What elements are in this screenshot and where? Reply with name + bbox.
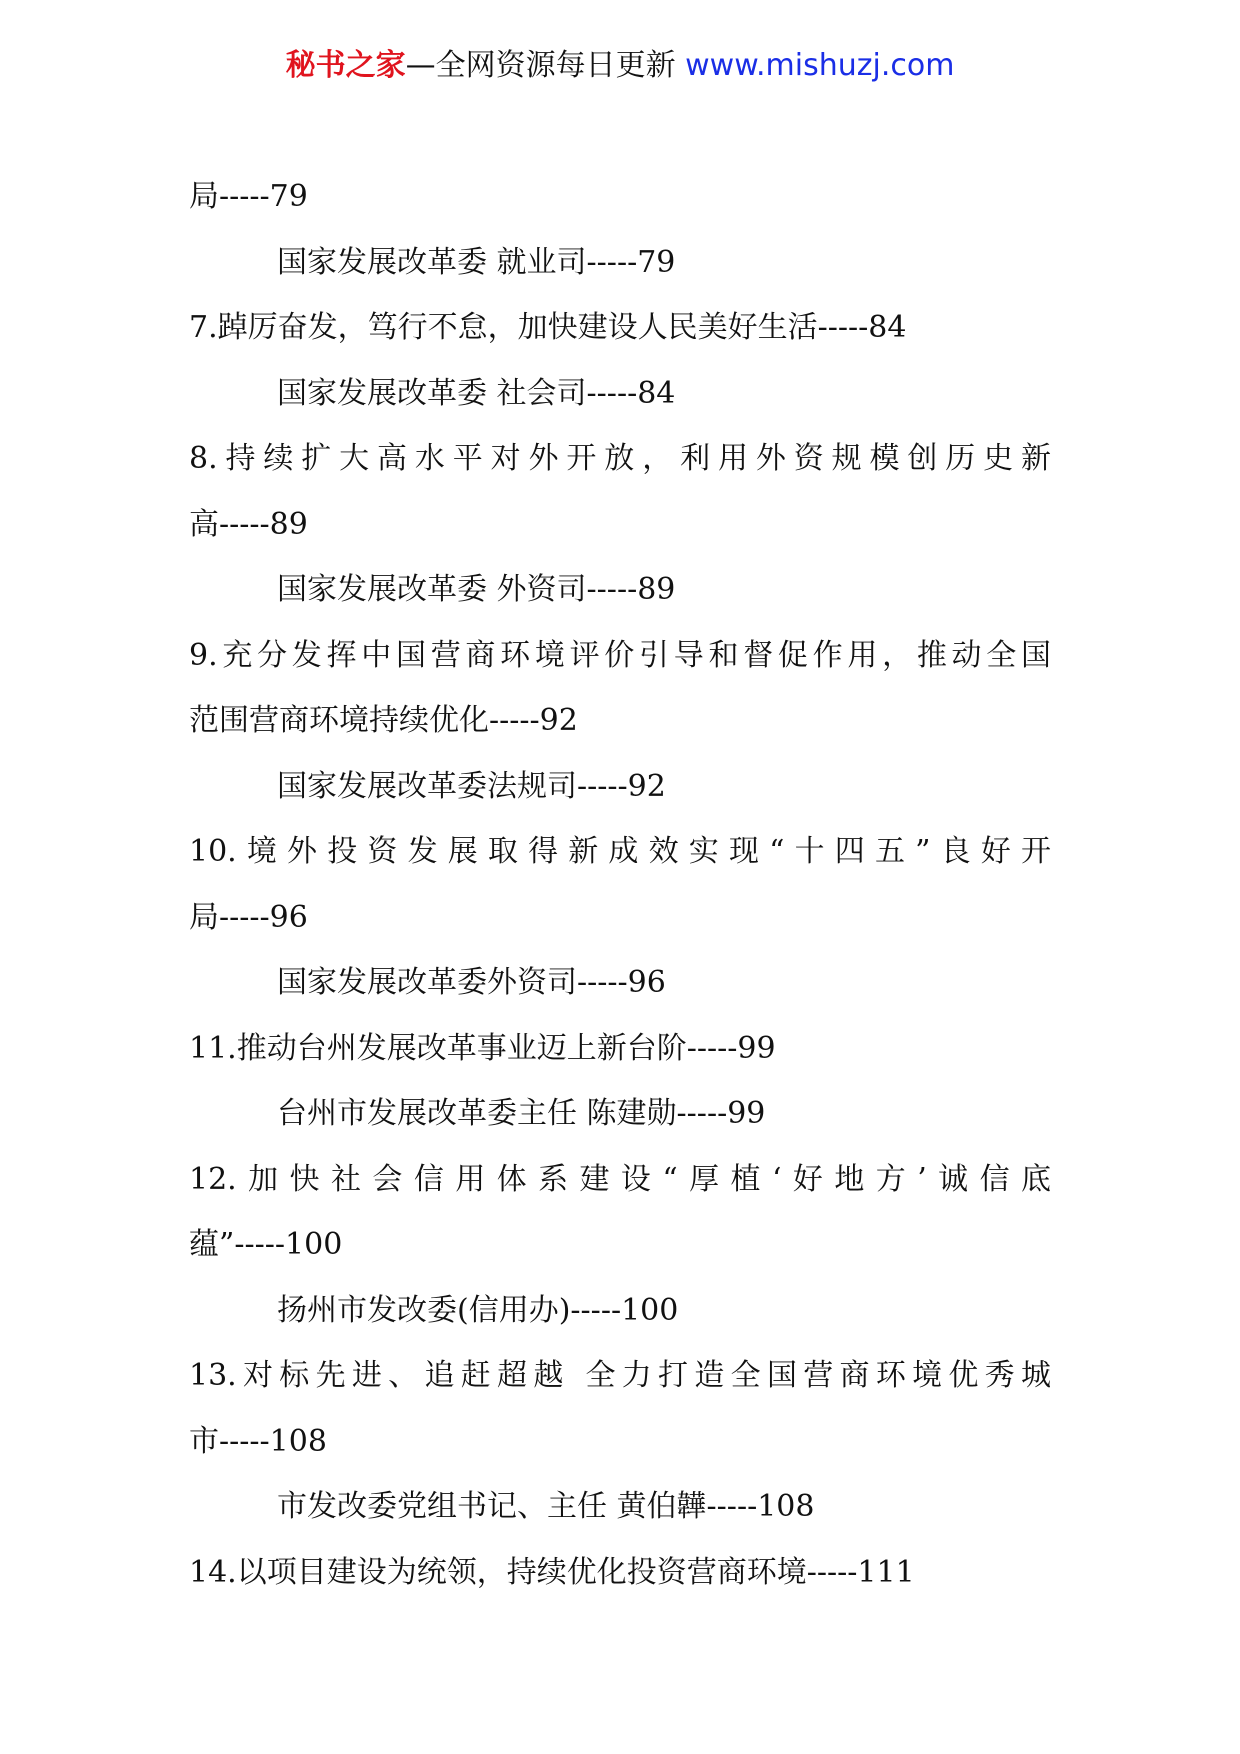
site-tagline: —全网资源每日更新 [405, 48, 686, 83]
toc-source-line: 国家发展改革委外资司-----96 [277, 965, 666, 1000]
toc-line: 高-----89 [189, 506, 308, 542]
toc-entry-14[interactable]: 14.以项目建设为统领，持续优化投资营商环境-----111 [189, 1554, 915, 1590]
toc-source-line: 扬州市发改委(信用办)-----100 [277, 1292, 679, 1328]
toc-source-line: 国家发展改革委法规司-----92 [277, 768, 666, 804]
toc-source-line: 国家发展改革委 外资司-----89 [277, 572, 676, 607]
toc-source-line: 国家发展改革委 社会司-----84 [277, 375, 676, 411]
toc-entry-7[interactable]: 7.踔厉奋发，笃行不怠，加快建设人民美好生活-----84 [189, 310, 907, 345]
table-of-contents [189, 164, 1051, 1605]
toc-source-line: 国家发展改革委 就业司-----79 [277, 244, 676, 280]
site-url-link[interactable]: www.mishuzj.com [685, 48, 955, 83]
toc-entry-11[interactable]: 11.推动台州发展改革事业迈上新台阶-----99 [189, 1030, 776, 1066]
toc-entry-12[interactable]: 12.加快社会信用体系建设“厚植‘好地方’诚信底 [189, 1161, 1051, 1197]
toc-source-line: 市发改委党组书记、主任 黄伯韡-----108 [277, 1489, 815, 1524]
toc-line: 蕴”-----100 [189, 1227, 343, 1262]
toc-line: 局-----96 [189, 899, 308, 935]
toc-line: 市-----108 [189, 1423, 327, 1459]
toc-entry-13[interactable]: 13.对标先进、追赶超越 全力打造全国营商环境优秀城 [189, 1358, 1051, 1393]
page-header [0, 44, 1240, 88]
toc-entry-8[interactable]: 8.持续扩大高水平对外开放，利用外资规模创历史新 [189, 441, 1051, 476]
site-brand: 秘书之家 [285, 48, 406, 83]
toc-line: 范围营商环境持续优化-----92 [189, 703, 578, 738]
toc-entry-10[interactable]: 10.境外投资发展取得新成效实现“十四五”良好开 [189, 834, 1051, 869]
toc-line: 局-----79 [189, 179, 308, 214]
toc-entry-9[interactable]: 9.充分发挥中国营商环境评价引导和督促作用，推动全国 [189, 637, 1051, 673]
toc-source-line: 台州市发展改革委主任 陈建勋-----99 [277, 1096, 766, 1131]
